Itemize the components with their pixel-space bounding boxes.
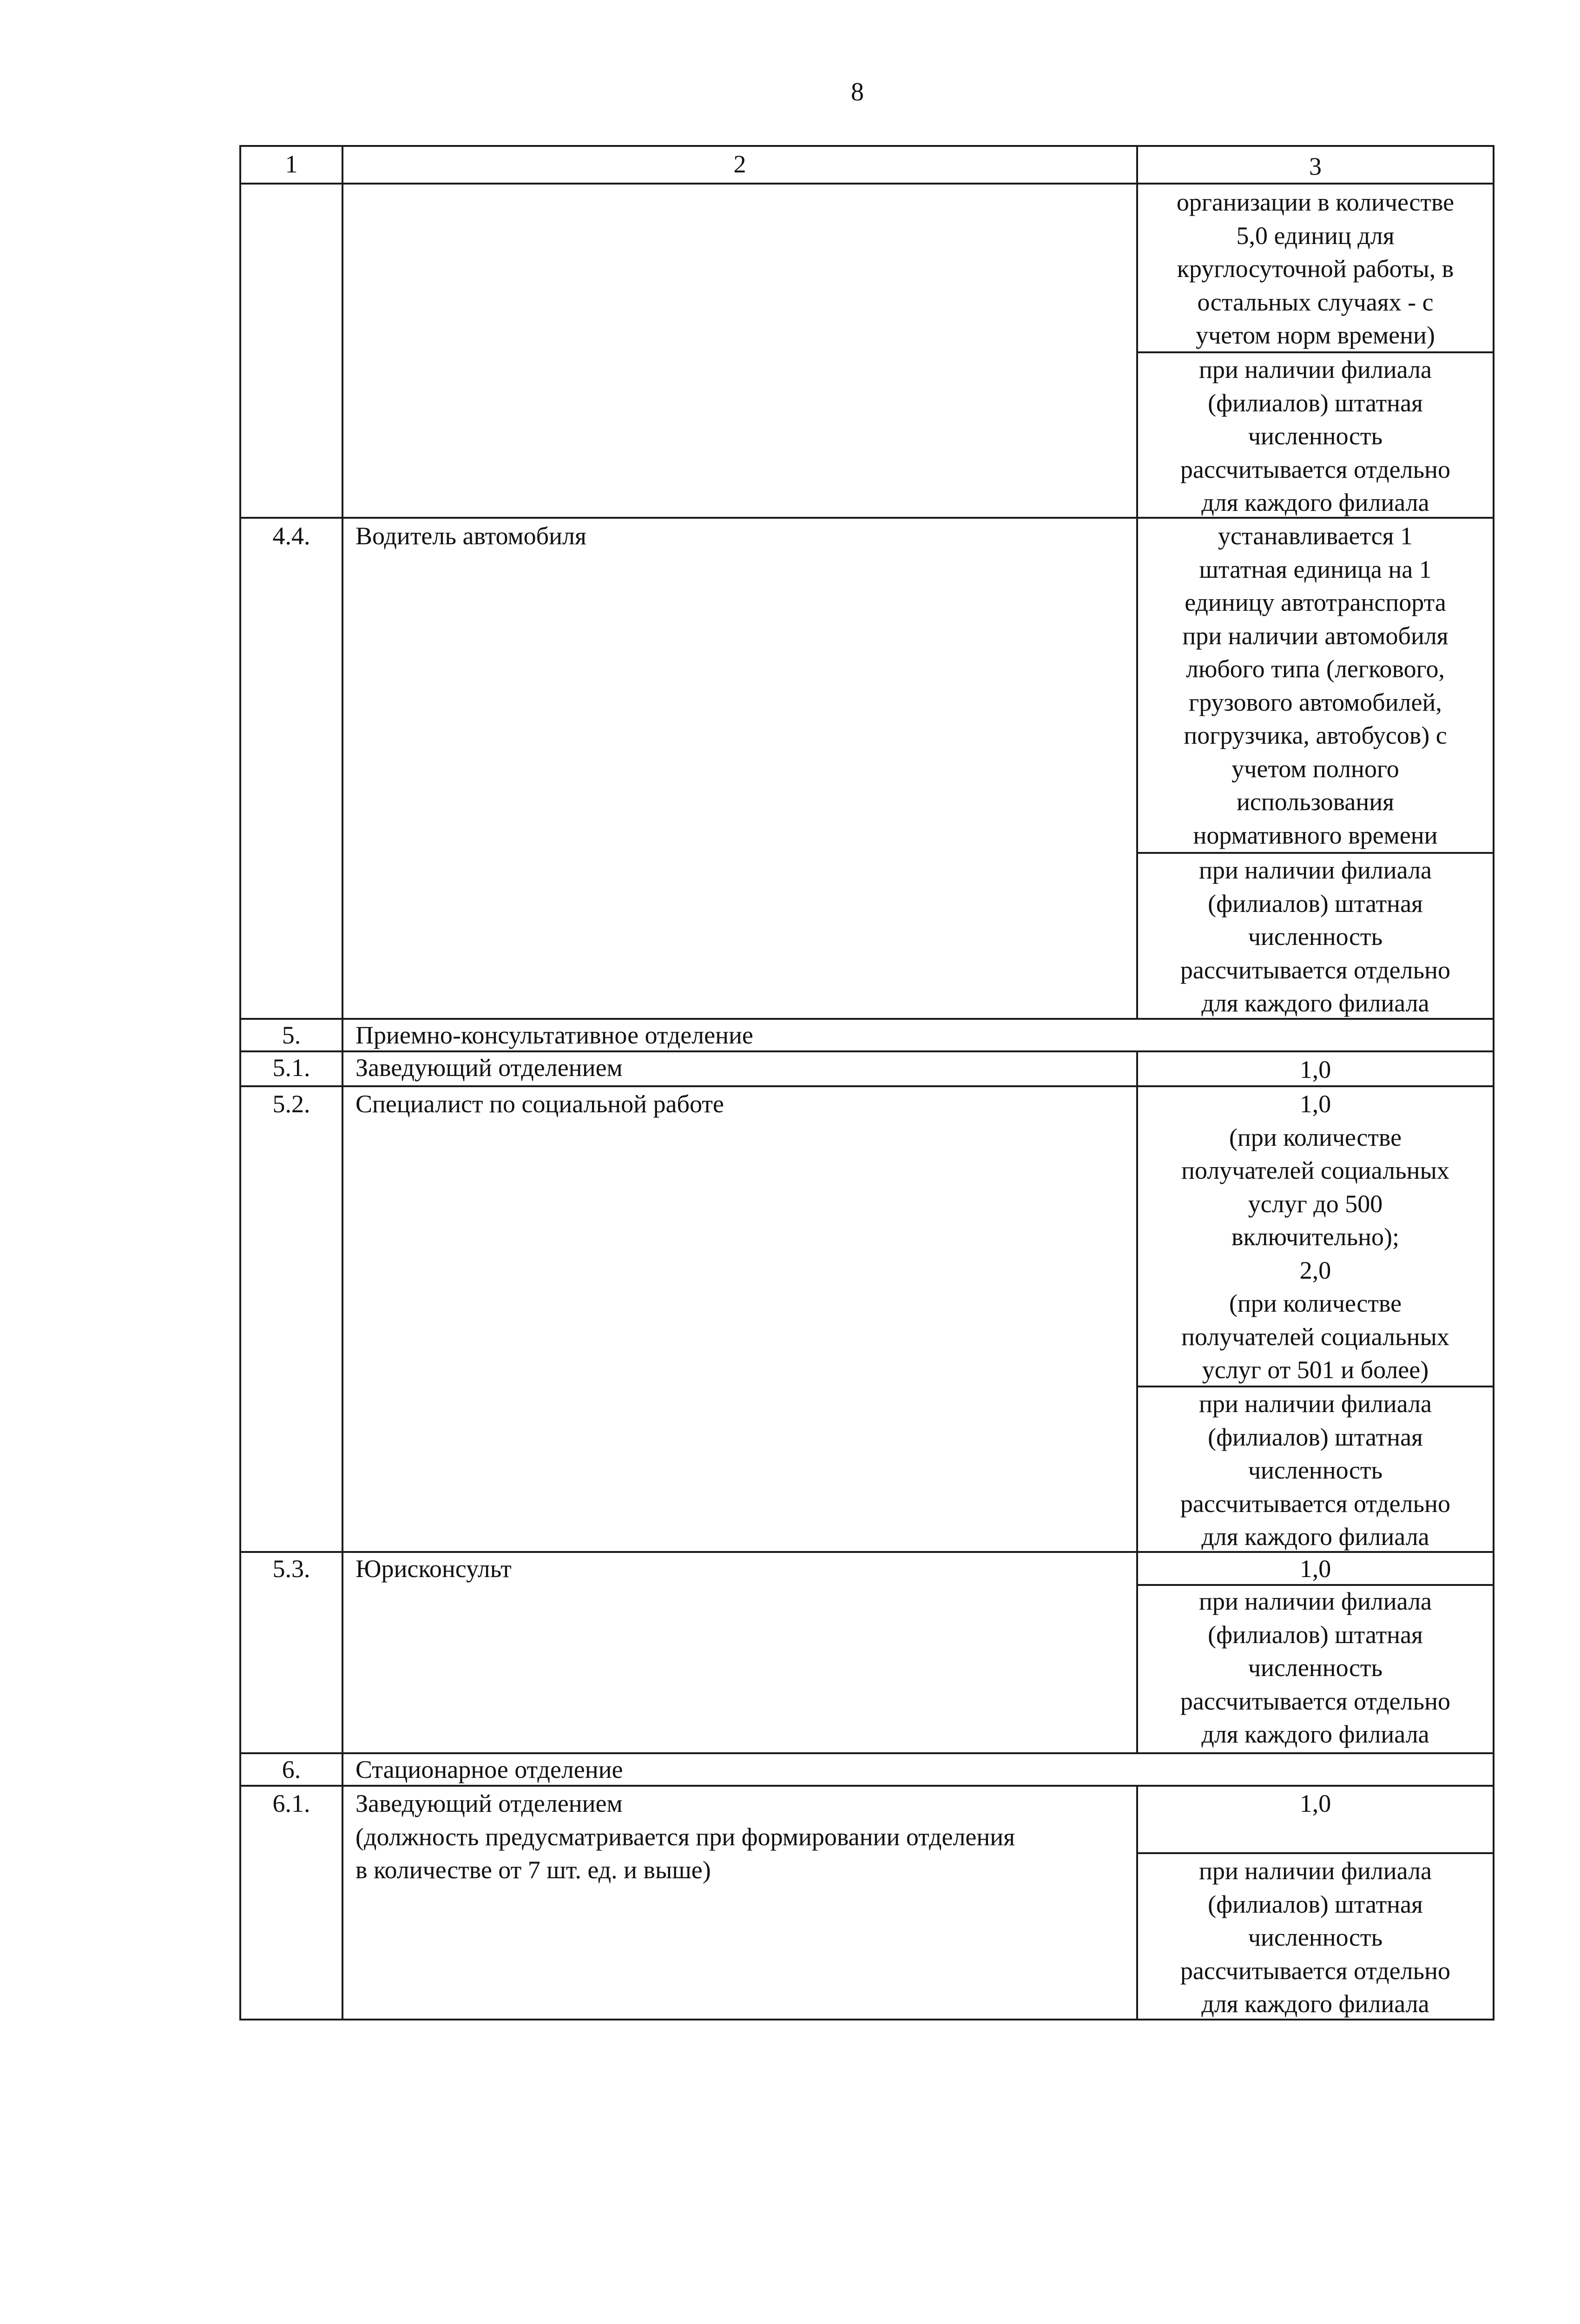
position-name: Заведующий отделением — [356, 1054, 623, 1082]
table-rule — [342, 145, 343, 2020]
column-header: 1 — [285, 150, 298, 178]
position-name: Заведующий отделением (должность предусматривается при формировании отделения в количестве от 7 шт. ед. и выше) — [356, 1789, 1015, 1884]
position-name: Специалист по социальной работе — [356, 1090, 724, 1118]
row-number: 5.2. — [272, 1090, 310, 1118]
norm-cell: устанавливается 1 штатная единица на 1 единицу автотранспорта при наличии автомобиля любого типа (легкового, грузового автомобилей, погрузчика, автобусов) с учетом полного использования нормативного времени — [1182, 522, 1448, 849]
page-number: 8 — [851, 78, 864, 106]
section-number: 6. — [282, 1756, 301, 1783]
branch-note-cell: при наличии филиала (филиалов) штатная численность рассчитывается отдельно для каждого филиала — [1180, 356, 1451, 516]
position-name: Юрисконсульт — [356, 1555, 512, 1583]
norm-cell: организации в количестве 5,0 единиц для круглосуточной работы, в остальных случаях - с учетом норм времени) — [1176, 188, 1455, 349]
norm-cell: 1,0 — [1299, 1789, 1331, 1817]
column-header: 2 — [733, 150, 746, 178]
branch-note-cell: при наличии филиала (филиалов) штатная численность рассчитывается отдельно для каждого филиала — [1180, 1857, 1451, 2018]
norm-cell: 1,0 — [1299, 1555, 1331, 1583]
table-rule — [239, 145, 1494, 147]
row-number: 5.3. — [272, 1555, 310, 1583]
column-header: 3 — [1309, 152, 1322, 180]
section-title: Стационарное отделение — [356, 1756, 623, 1783]
norm-cell: 1,0 (при количестве получателей социальных услуг до 500 включительно); 2,0 (при количестве получателей социальных услуг от 501 и более) — [1181, 1090, 1449, 1384]
branch-note-cell: при наличии филиала (филиалов) штатная численность рассчитывается отдельно для каждого филиала — [1180, 1587, 1451, 1748]
position-name: Водитель автомобиля — [356, 522, 586, 550]
section-number: 5. — [282, 1021, 301, 1049]
branch-note-cell: при наличии филиала (филиалов) штатная численность рассчитывается отдельно для каждого филиала — [1180, 856, 1451, 1017]
section-title: Приемно-консультативное отделение — [356, 1021, 753, 1049]
row-number: 4.4. — [272, 522, 310, 550]
table-rule — [1136, 1852, 1494, 1854]
row-number: 6.1. — [272, 1789, 310, 1817]
table-rule — [1493, 145, 1494, 2020]
norm-cell: 1,0 — [1299, 1056, 1331, 1083]
row-number: 5.1. — [272, 1054, 310, 1082]
branch-note-cell: при наличии филиала (филиалов) штатная численность рассчитывается отдельно для каждого филиала — [1180, 1390, 1451, 1551]
